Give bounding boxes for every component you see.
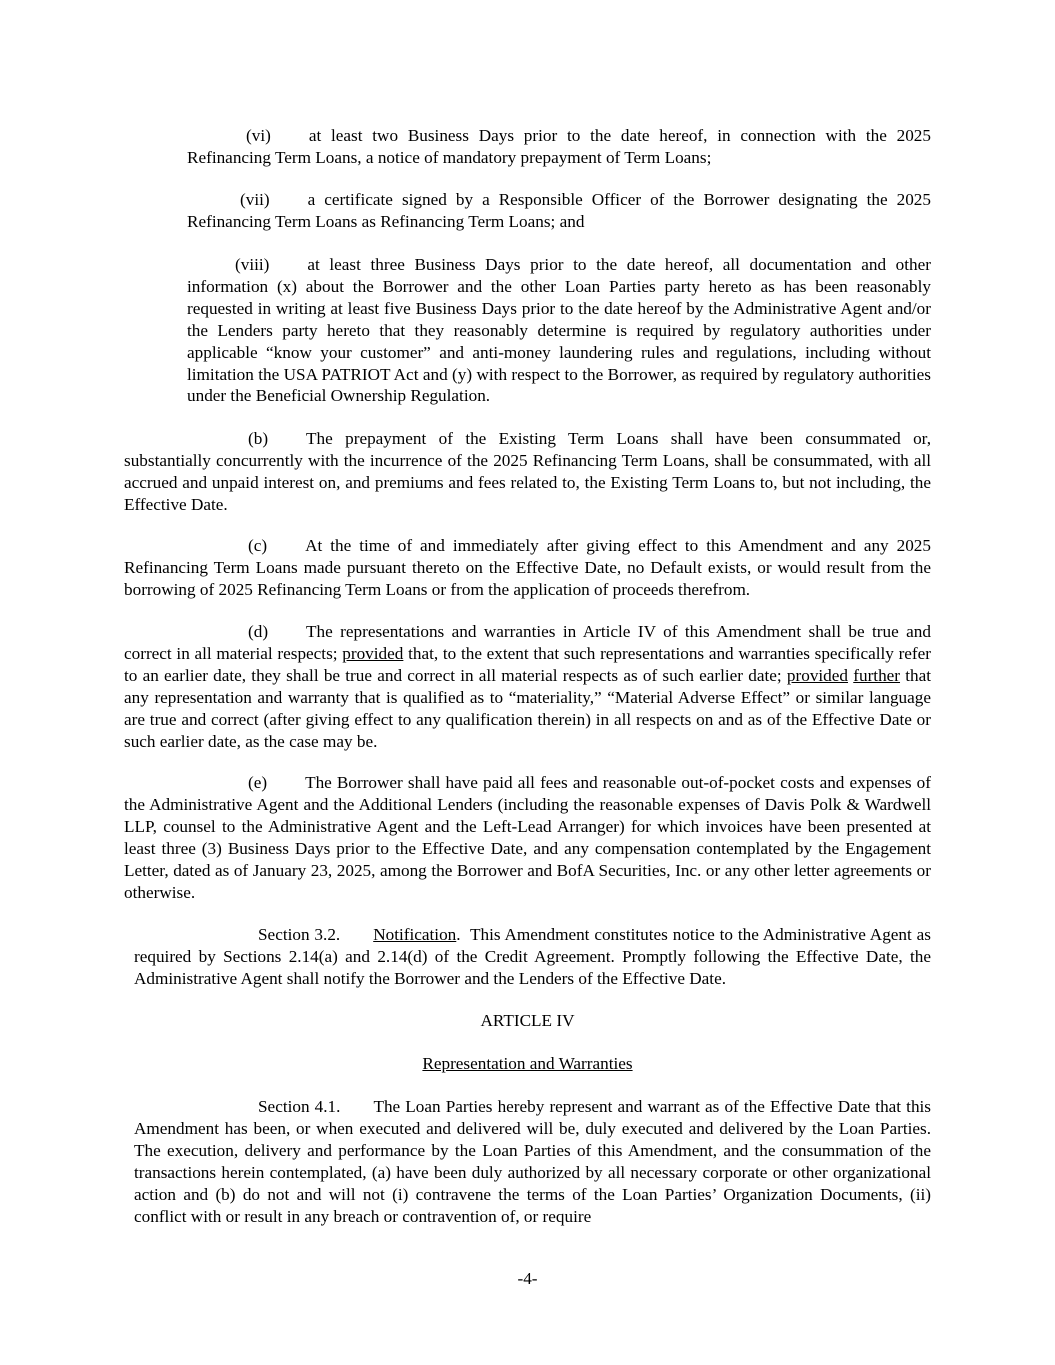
paragraph-b-text: The prepayment of the Existing Term Loans shall have been consummated or, substantially concurrently with the incurrence of the 2025 Refinancing Term Loans, shall be consummated, with all accrued and unpaid interest on, and premiums and fees related to, the Existing Term Loans to, but not including, the Effective Date. — [124, 429, 931, 514]
clause-viii-text: at least three Business Days prior to the date hereof, all documentation and other information (x) about the Borrower and the other Loan Parties party hereto as has been reasonably requested in writing at least five Business Days prior to the date hereof by the Administrative Agent and/or the Lenders party hereto that they reasonably determine is required by regulatory authorities under applicable “know your customer” and anti-money laundering rules and regulations, including without limitation the USA PATRIOT Act and (y) with respect to the Borrower, as required by regulatory authorities under the Beneficial Ownership Regulation. — [187, 255, 931, 406]
clause-vii-marker: (vii) — [240, 190, 270, 209]
article-subtitle — [0, 1053, 1055, 1075]
clause-vii — [187, 189, 931, 233]
section-4-1 — [134, 1096, 931, 1227]
clause-vii-text: a certificate signed by a Responsible Officer of the Borrower designating the 2025 Refinancing Term Loans as Refinancing Term Loans; and — [187, 190, 931, 231]
paragraph-d-text-1: The representations and warranties in Article IV of this Amendment shall be true and correct in all material respects; — [124, 622, 931, 663]
paragraph-c-marker: (c) — [248, 536, 268, 555]
paragraph-b — [124, 428, 931, 516]
section-3-2: Section 3.2. Notification. This Amendment constitutes notice to the Administrative Agent as required by Sections 2.14(a) and 2.14(d) of the Credit Agreement. Promptly following the Effective Date, the Administrative Agent shall notify the Borrower and the Lenders of the Effective Date. — [134, 925, 931, 988]
section-3-2-heading: Notification — [373, 925, 457, 944]
article-title: ARTICLE IV — [480, 1011, 575, 1030]
section-4-1-number: Section 4.1. — [258, 1097, 341, 1116]
provided-term-1: provided — [342, 643, 404, 663]
page-number: -4- — [517, 1269, 538, 1288]
paragraph-d-text-3: that any representation and warranty that is qualified as to “materiality,” “Material Adverse Effect” or similar language are true and correct (after giving effect to any qualification therein) in all respects on and as of the Effective Date or such earlier date, as the case may be. — [124, 665, 932, 751]
clause-viii — [187, 254, 931, 407]
provided-term-2: provided — [786, 665, 849, 685]
paragraph-d — [124, 621, 931, 752]
section-3-2-text: This Amendment constitutes notice to the Administrative Agent as required by Sections 2.14(a) and 2.14(d) of the Credit Agreement. Promptly following the Effective Date, the Administrative Agent shall notify the Borrower and the Lenders of the Effective Date. — [134, 925, 931, 988]
paragraph-d-marker: (d) — [248, 622, 269, 641]
paragraph-d-text-2: that, to the extent that such representations and warranties specifically refer to an earlier date, they shall be true and correct in all material respects as of such earlier date; — [124, 643, 932, 685]
paragraph-e-text: The Borrower shall have paid all fees and reasonable out-of-pocket costs and expenses of the Administrative Agent and the Additional Lenders (including the reasonable expenses of Davis Polk & Wardwell LLP, counsel to the Administrative Agent and the Left-Lead Arranger) for which invoices have been presented at least three (3) Business Days prior to the Effective Date, and any compensation contemplated by the Engagement Letter, dated as of January 23, 2025, among the Borrower and BofA Securities, Inc. or any other letter agreements or otherwise. — [124, 773, 931, 902]
clause-viii-marker: (viii) — [235, 255, 270, 274]
paragraph-e-marker: (e) — [248, 773, 268, 792]
article-subtitle-text: Representation and Warranties — [422, 1054, 633, 1073]
clause-vi — [187, 125, 931, 169]
paragraph-b-marker: (b) — [248, 429, 269, 448]
paragraph-c-text: At the time of and immediately after giving effect to this Amendment and any 2025 Refinancing Term Loans made pursuant thereto on the Effective Date, no Default exists, or would result from the borrowing of 2025 Refinancing Term Loans or from the application of proceeds therefrom. — [124, 536, 931, 599]
section-3-2-number: Section 3.2. — [258, 925, 341, 944]
paragraph-c — [124, 535, 931, 601]
clause-vi-text: at least two Business Days prior to the date hereof, in connection with the 2025 Refinancing Term Loans, a notice of mandatory prepayment of Term Loans; — [187, 126, 931, 167]
clause-vi-marker: (vi) — [246, 126, 271, 145]
further-term: further — [853, 665, 901, 685]
paragraph-e — [124, 772, 931, 903]
section-4-1-text: The Loan Parties hereby represent and warrant as of the Effective Date that this Amendment has been, or when executed and delivered will be, duly executed and delivered by the Loan Parties. The execution, delivery and performance by the Loan Parties of this Amendment, and the consummation of the transactions herein contemplated, (a) have been duly authorized by all necessary corporate or other organizational action and (b) do not and will not (i) contravene the terms of the Loan Parties’ Organization Documents, (ii) conflict with or result in any breach or contravention of, or require — [134, 1097, 931, 1226]
